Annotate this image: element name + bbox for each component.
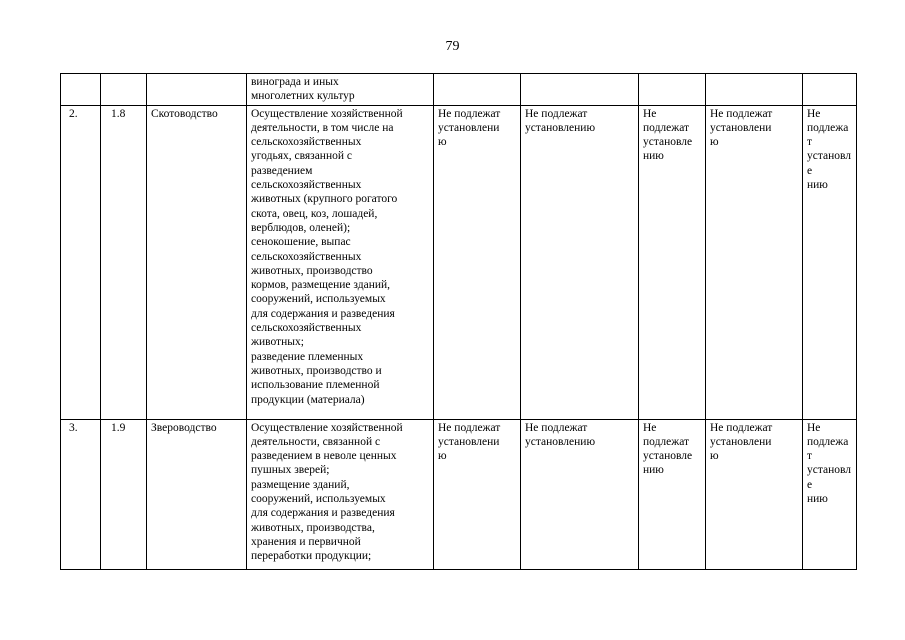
param-cell: Не подлежат установле нию bbox=[803, 419, 857, 569]
param-cell: Не подлежат установлени ю bbox=[434, 419, 521, 569]
param-cell bbox=[434, 74, 521, 106]
description-cell: Осуществление хозяйственной деятельности, связанной с разведением в неволе ценных пушных зверей; размещение зданий, сооружений, используемых для содержания и разведения животных, производства, хранения и первичной переработки продукции; bbox=[247, 419, 434, 569]
name-cell bbox=[147, 74, 247, 106]
row-number-cell bbox=[61, 74, 101, 106]
param-cell bbox=[803, 74, 857, 106]
param-cell: Не подлежат установлени ю bbox=[434, 105, 521, 419]
param-cell bbox=[639, 74, 706, 106]
param-cell bbox=[706, 74, 803, 106]
land-use-table bbox=[60, 73, 857, 570]
param-cell bbox=[521, 74, 639, 106]
param-cell: Не подлежат установле нию bbox=[803, 105, 857, 419]
code-cell: 1.9 bbox=[101, 419, 147, 569]
name-cell: Звероводство bbox=[147, 419, 247, 569]
description-cell: винограда и иных многолетних культур bbox=[247, 74, 434, 106]
page-number: 79 bbox=[445, 39, 460, 54]
row-number-cell: 3. bbox=[61, 419, 101, 569]
table-row bbox=[61, 105, 857, 419]
table-row bbox=[61, 419, 857, 569]
param-cell: Не подлежат установлению bbox=[521, 105, 639, 419]
code-cell bbox=[101, 74, 147, 106]
table-row bbox=[61, 74, 857, 106]
name-cell: Скотоводство bbox=[147, 105, 247, 419]
param-cell: Не подлежат установле нию bbox=[639, 105, 706, 419]
param-cell: Не подлежат установле нию bbox=[639, 419, 706, 569]
param-cell: Не подлежат установлени ю bbox=[706, 105, 803, 419]
code-cell: 1.8 bbox=[101, 105, 147, 419]
row-number-cell: 2. bbox=[61, 105, 101, 419]
param-cell: Не подлежат установлению bbox=[521, 419, 639, 569]
description-cell: Осуществление хозяйственной деятельности, в том числе на сельскохозяйственных угодьях, связанной с разведением сельскохозяйственных животных (крупного рогатого скота, овец, коз, лошадей, верблюдов, оленей); сенокошение, выпас сельскохозяйственных животных, производство кормов, размещение зданий, сооружений, используемых для содержания и разведения сельскохозяйственных животных; разведение племенных животных, производство и использование племенной продукции (материала) bbox=[247, 105, 434, 419]
param-cell: Не подлежат установлени ю bbox=[706, 419, 803, 569]
